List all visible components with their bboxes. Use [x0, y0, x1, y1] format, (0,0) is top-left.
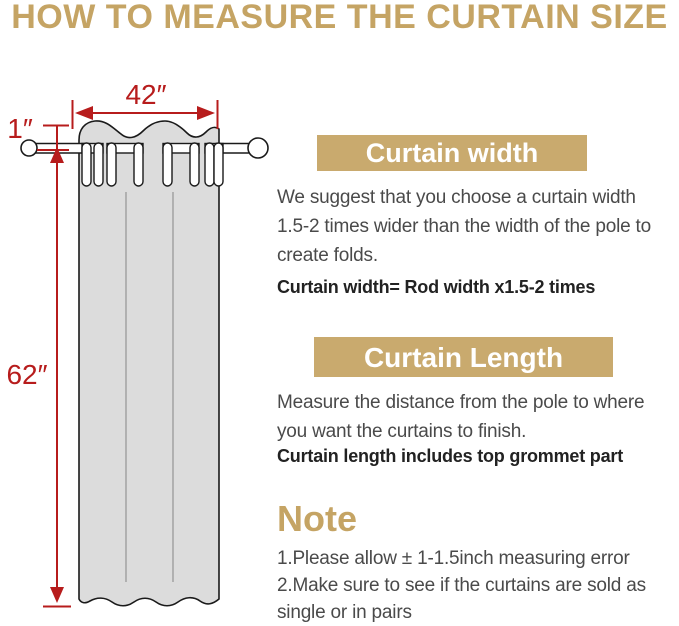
- curtain-length-heading: Curtain Length: [314, 337, 613, 377]
- curtain-width-body: We suggest that you choose a curtain width 1.5-2 times wider than the width of the pole to create folds.: [277, 187, 651, 266]
- grommet-offset-label: 1″: [7, 113, 33, 144]
- curtain-length-body: Measure the distance from the pole to where you want the curtains to finish.: [277, 392, 645, 442]
- note-item: 2.Make sure to see if the curtains are sold as single or in pairs: [277, 575, 646, 623]
- curtain-length-formula: Curtain length includes top grommet part: [277, 446, 624, 466]
- curtain-width-formula: Curtain width= Rod width x1.5-2 times: [277, 277, 596, 297]
- note-item: 1.Please allow ± 1-1.5inch measuring error: [277, 548, 630, 569]
- width-dimension-label: 42″: [125, 79, 167, 110]
- note-heading: Note: [277, 498, 357, 539]
- page-title: HOW TO MEASURE THE CURTAIN SIZE: [11, 0, 668, 36]
- length-dimension-label: 62″: [6, 359, 48, 390]
- note-list: [277, 545, 679, 626]
- curtain-width-heading: Curtain width: [317, 135, 587, 171]
